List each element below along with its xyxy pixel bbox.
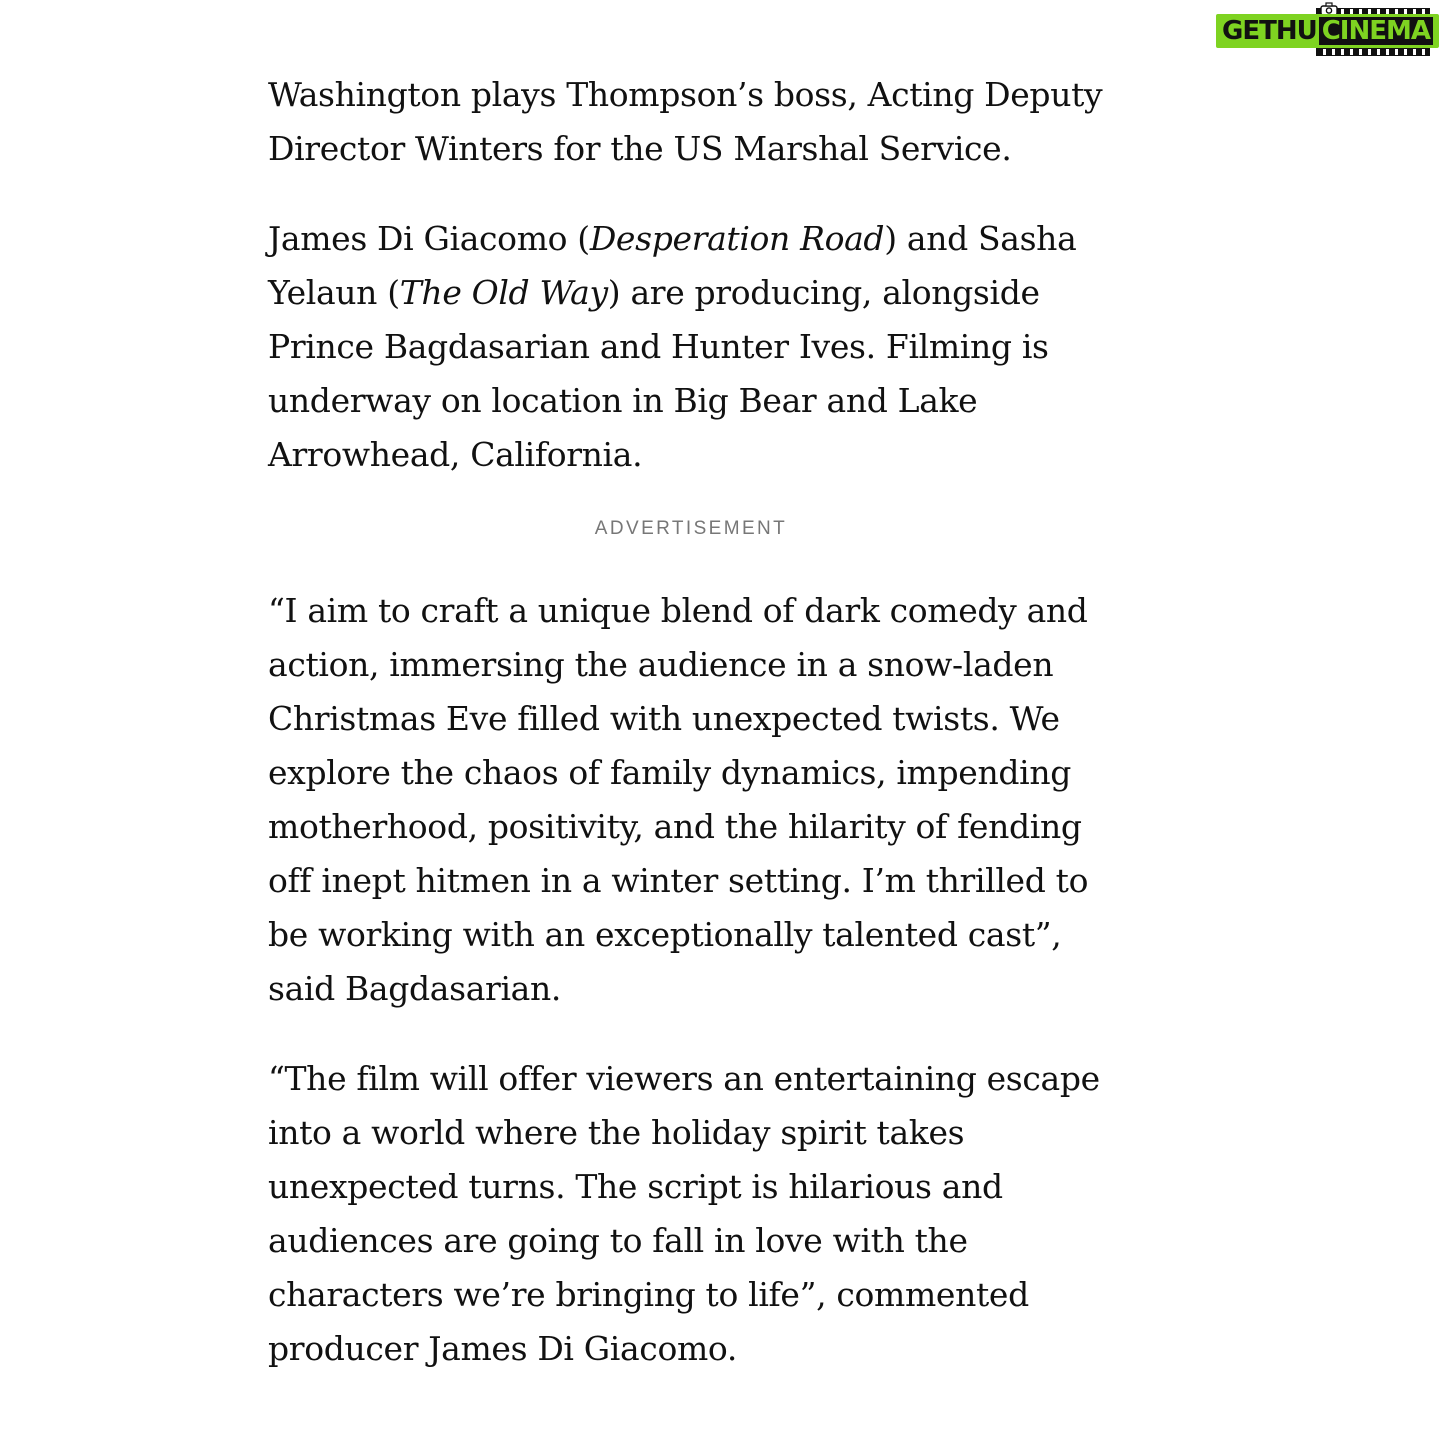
advertisement-label: ADVERTISEMENT	[594, 518, 788, 539]
film-title-desperation-road: Desperation Road	[589, 219, 885, 258]
article-body	[268, 68, 1128, 1412]
paragraph-4: “The film will offer viewers an entertaining escape into a world where the holiday spirit takes unexpected turns. The script is hilarious and audiences are going to fall in love with the characters we’re bringing to life”, commented producer James Di Giacomo.	[268, 1059, 1100, 1368]
paragraph-3: “I aim to craft a unique blend of dark comedy and action, immersing the audience in a snow-laden Christmas Eve filled with unexpected twists. We explore the chaos of family dynamics, impending motherhood, positivity, and the hilarity of fending off inept hitmen in a winter setting. I’m thrilled to be working with an exceptionally talented cast”, said Bagdasarian.	[268, 591, 1089, 1008]
logo-wordmark	[1216, 14, 1439, 48]
paragraph-2-text-1: James Di Giacomo (	[268, 219, 590, 258]
logo-gethu-text: GETHU	[1222, 16, 1317, 46]
film-title-the-old-way: The Old Way	[399, 273, 608, 312]
paragraph-2-text-3: ) are producing, alongside Prince Bagdasarian and Hunter Ives. Filming is underway on location in Big Bear and Lake Arrowhead, California.	[268, 273, 1049, 474]
paragraph-2-text-2: ) and Sasha Yelaun (	[268, 219, 1077, 312]
paragraph-2	[268, 212, 1128, 482]
paragraph-1: Washington plays Thompson’s boss, Acting Deputy Director Winters for the US Marshal Service.	[268, 75, 1103, 168]
logo-cinema-text: CINEMA	[1319, 17, 1433, 45]
film-strip-bottom	[1316, 48, 1430, 56]
gethu-cinema-logo	[1216, 4, 1434, 58]
